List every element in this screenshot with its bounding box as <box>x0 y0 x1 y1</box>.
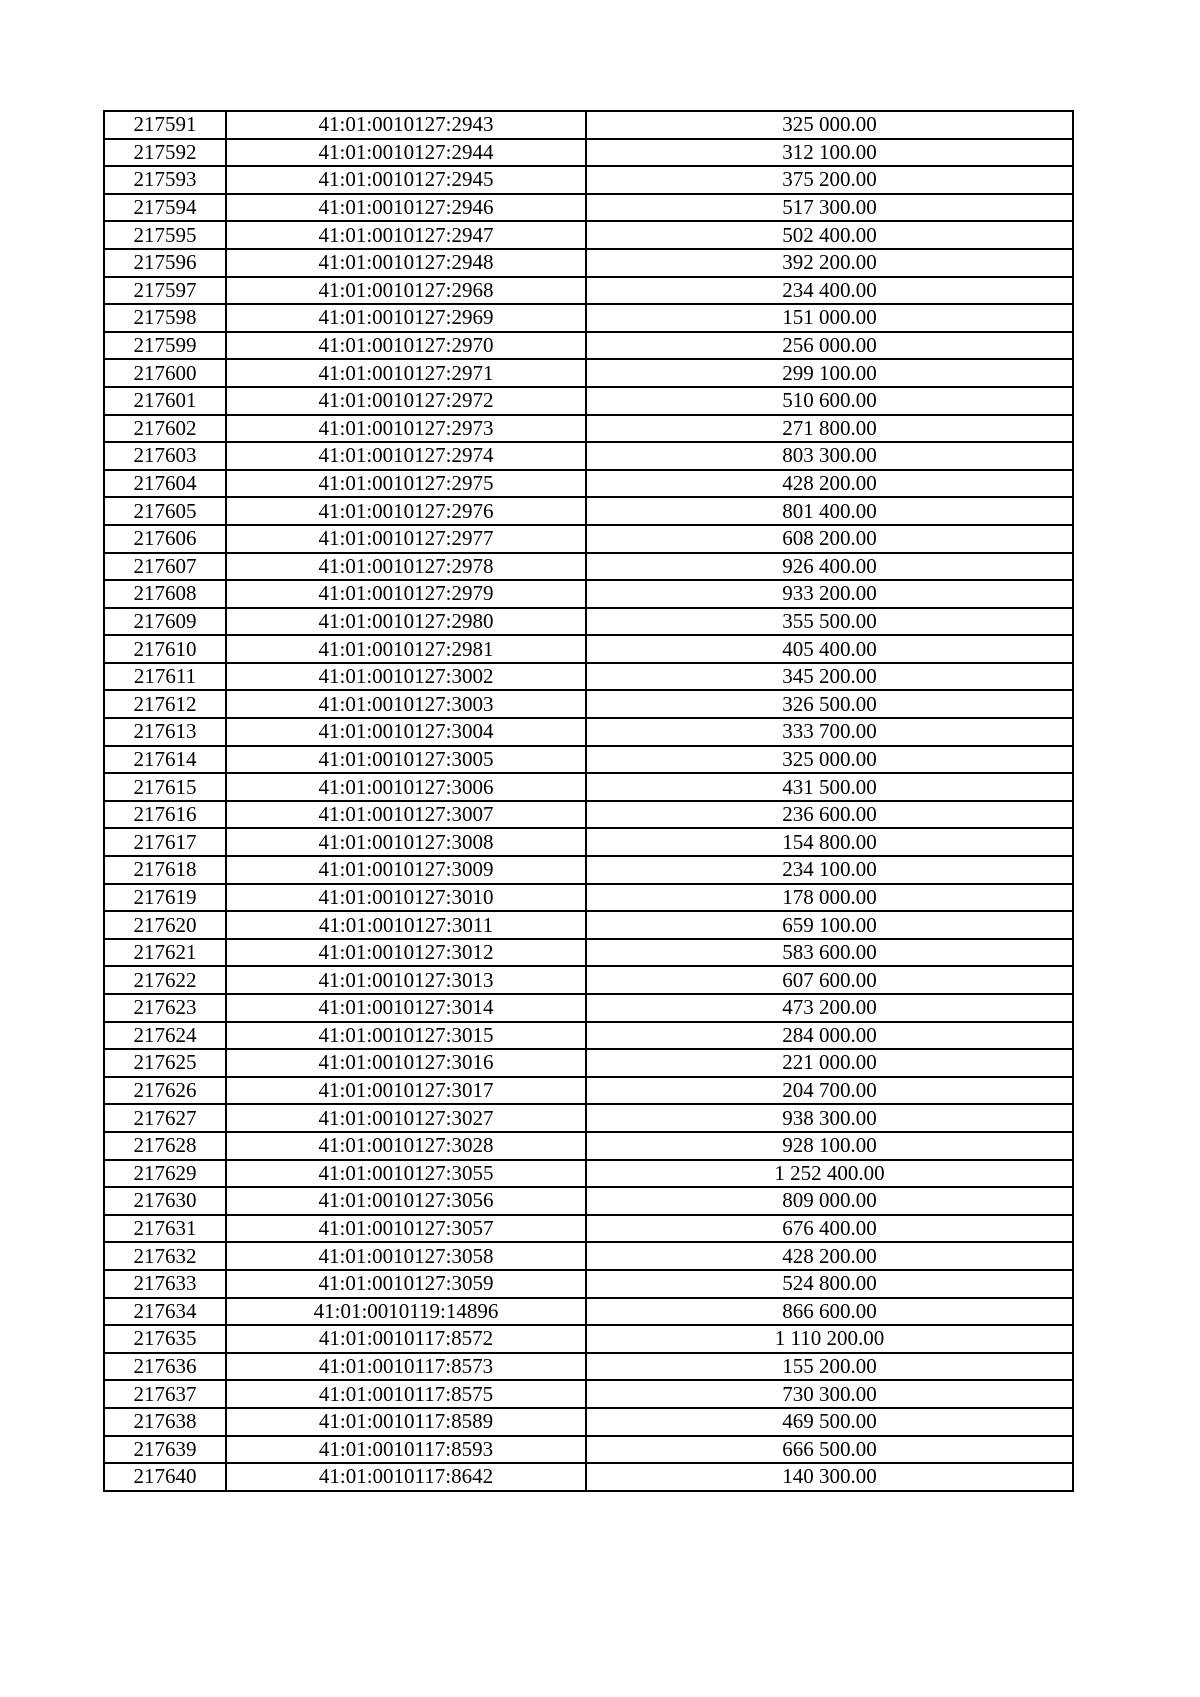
row-number-cell: 217619 <box>104 884 226 912</box>
table-row <box>104 1160 1073 1188</box>
cadastral-value-cell: 510 600.00 <box>586 387 1073 415</box>
row-number-cell: 217635 <box>104 1325 226 1353</box>
cadastral-value-cell: 355 500.00 <box>586 608 1073 636</box>
cadastral-number-cell: 41:01:0010127:2970 <box>226 332 586 360</box>
row-number-cell: 217636 <box>104 1353 226 1381</box>
cadastral-number-cell: 41:01:0010127:3027 <box>226 1104 586 1132</box>
table-row <box>104 856 1073 884</box>
row-number-cell: 217600 <box>104 359 226 387</box>
cadastral-number-cell: 41:01:0010127:3059 <box>226 1270 586 1298</box>
cadastral-number-cell: 41:01:0010127:2977 <box>226 525 586 553</box>
cadastral-value-cell: 333 700.00 <box>586 718 1073 746</box>
table-row <box>104 939 1073 967</box>
cadastral-number-cell: 41:01:0010127:2978 <box>226 553 586 581</box>
table-row <box>104 387 1073 415</box>
cadastral-value-cell: 926 400.00 <box>586 553 1073 581</box>
table-row <box>104 994 1073 1022</box>
cadastral-value-cell: 155 200.00 <box>586 1353 1073 1381</box>
cadastral-value-cell: 234 100.00 <box>586 856 1073 884</box>
row-number-cell: 217605 <box>104 497 226 525</box>
table-row <box>104 1077 1073 1105</box>
row-number-cell: 217633 <box>104 1270 226 1298</box>
cadastral-value-cell: 928 100.00 <box>586 1132 1073 1160</box>
cadastral-number-cell: 41:01:0010117:8642 <box>226 1463 586 1491</box>
table-row <box>104 166 1073 194</box>
cadastral-number-cell: 41:01:0010127:3017 <box>226 1077 586 1105</box>
row-number-cell: 217604 <box>104 470 226 498</box>
row-number-cell: 217593 <box>104 166 226 194</box>
cadastral-number-cell: 41:01:0010127:3006 <box>226 773 586 801</box>
table-row <box>104 525 1073 553</box>
row-number-cell: 217612 <box>104 690 226 718</box>
cadastral-number-cell: 41:01:0010127:2945 <box>226 166 586 194</box>
cadastral-number-cell: 41:01:0010127:2980 <box>226 608 586 636</box>
table-row <box>104 359 1073 387</box>
cadastral-number-cell: 41:01:0010127:3012 <box>226 939 586 967</box>
table-row <box>104 111 1073 139</box>
cadastral-value-cell: 517 300.00 <box>586 194 1073 222</box>
cadastral-number-cell: 41:01:0010127:2981 <box>226 635 586 663</box>
row-number-cell: 217595 <box>104 221 226 249</box>
table-row <box>104 663 1073 691</box>
table-row <box>104 553 1073 581</box>
row-number-cell: 217634 <box>104 1298 226 1326</box>
row-number-cell: 217613 <box>104 718 226 746</box>
table-row <box>104 966 1073 994</box>
cadastral-value-cell: 431 500.00 <box>586 773 1073 801</box>
table-row <box>104 884 1073 912</box>
cadastral-number-cell: 41:01:0010127:3056 <box>226 1187 586 1215</box>
row-number-cell: 217607 <box>104 553 226 581</box>
row-number-cell: 217608 <box>104 580 226 608</box>
cadastral-number-cell: 41:01:0010127:3055 <box>226 1160 586 1188</box>
table-row <box>104 828 1073 856</box>
table-row <box>104 580 1073 608</box>
table-row <box>104 1132 1073 1160</box>
cadastral-number-cell: 41:01:0010117:8593 <box>226 1436 586 1464</box>
cadastral-value-cell: 502 400.00 <box>586 221 1073 249</box>
table-row <box>104 1187 1073 1215</box>
table-row <box>104 1463 1073 1491</box>
row-number-cell: 217609 <box>104 608 226 636</box>
cadastral-value-cell: 607 600.00 <box>586 966 1073 994</box>
cadastral-number-cell: 41:01:0010127:2968 <box>226 277 586 305</box>
table-row <box>104 1104 1073 1132</box>
table-row <box>104 221 1073 249</box>
cadastral-value-cell: 938 300.00 <box>586 1104 1073 1132</box>
cadastral-number-cell: 41:01:0010127:3015 <box>226 1022 586 1050</box>
row-number-cell: 217618 <box>104 856 226 884</box>
cadastral-number-cell: 41:01:0010127:2972 <box>226 387 586 415</box>
cadastral-value-cell: 375 200.00 <box>586 166 1073 194</box>
table-row <box>104 249 1073 277</box>
cadastral-number-cell: 41:01:0010119:14896 <box>226 1298 586 1326</box>
row-number-cell: 217615 <box>104 773 226 801</box>
cadastral-number-cell: 41:01:0010127:3010 <box>226 884 586 912</box>
table-row <box>104 1298 1073 1326</box>
row-number-cell: 217638 <box>104 1408 226 1436</box>
cadastral-value-cell: 608 200.00 <box>586 525 1073 553</box>
cadastral-value-cell: 154 800.00 <box>586 828 1073 856</box>
table-body <box>104 111 1073 1491</box>
cadastral-number-cell: 41:01:0010127:3003 <box>226 690 586 718</box>
cadastral-number-cell: 41:01:0010127:2975 <box>226 470 586 498</box>
row-number-cell: 217626 <box>104 1077 226 1105</box>
cadastral-value-cell: 428 200.00 <box>586 1242 1073 1270</box>
cadastral-number-cell: 41:01:0010127:3016 <box>226 1049 586 1077</box>
row-number-cell: 217597 <box>104 277 226 305</box>
cadastral-value-cell: 271 800.00 <box>586 415 1073 443</box>
table-row <box>104 773 1073 801</box>
cadastral-number-cell: 41:01:0010127:2971 <box>226 359 586 387</box>
cadastral-number-cell: 41:01:0010127:3008 <box>226 828 586 856</box>
row-number-cell: 217637 <box>104 1380 226 1408</box>
cadastral-value-cell: 583 600.00 <box>586 939 1073 967</box>
cadastral-number-cell: 41:01:0010127:3013 <box>226 966 586 994</box>
row-number-cell: 217606 <box>104 525 226 553</box>
cadastral-number-cell: 41:01:0010117:8575 <box>226 1380 586 1408</box>
cadastral-value-cell: 801 400.00 <box>586 497 1073 525</box>
row-number-cell: 217610 <box>104 635 226 663</box>
table-row <box>104 470 1073 498</box>
cadastral-number-cell: 41:01:0010127:3002 <box>226 663 586 691</box>
cadastral-number-cell: 41:01:0010127:2947 <box>226 221 586 249</box>
row-number-cell: 217632 <box>104 1242 226 1270</box>
cadastral-number-cell: 41:01:0010127:3028 <box>226 1132 586 1160</box>
row-number-cell: 217629 <box>104 1160 226 1188</box>
table-row <box>104 1380 1073 1408</box>
row-number-cell: 217627 <box>104 1104 226 1132</box>
cadastral-value-cell: 666 500.00 <box>586 1436 1073 1464</box>
cadastral-value-cell: 933 200.00 <box>586 580 1073 608</box>
cadastral-number-cell: 41:01:0010117:8589 <box>226 1408 586 1436</box>
row-number-cell: 217639 <box>104 1436 226 1464</box>
cadastral-value-cell: 803 300.00 <box>586 442 1073 470</box>
cadastral-value-cell: 221 000.00 <box>586 1049 1073 1077</box>
table-row <box>104 746 1073 774</box>
cadastral-number-cell: 41:01:0010127:3007 <box>226 801 586 829</box>
cadastral-value-cell: 524 800.00 <box>586 1270 1073 1298</box>
row-number-cell: 217599 <box>104 332 226 360</box>
row-number-cell: 217616 <box>104 801 226 829</box>
cadastral-number-cell: 41:01:0010127:3058 <box>226 1242 586 1270</box>
table-row <box>104 1049 1073 1077</box>
table-row <box>104 332 1073 360</box>
cadastral-value-cell: 866 600.00 <box>586 1298 1073 1326</box>
table-row <box>104 635 1073 663</box>
table-row <box>104 1325 1073 1353</box>
table-row <box>104 718 1073 746</box>
table-row <box>104 1436 1073 1464</box>
cadastral-value-cell: 730 300.00 <box>586 1380 1073 1408</box>
cadastral-value-cell: 140 300.00 <box>586 1463 1073 1491</box>
cadastral-number-cell: 41:01:0010127:3057 <box>226 1215 586 1243</box>
cadastral-number-cell: 41:01:0010127:2948 <box>226 249 586 277</box>
cadastral-number-cell: 41:01:0010117:8573 <box>226 1353 586 1381</box>
cadastral-number-cell: 41:01:0010127:3005 <box>226 746 586 774</box>
cadastral-value-cell: 809 000.00 <box>586 1187 1073 1215</box>
cadastral-value-cell: 299 100.00 <box>586 359 1073 387</box>
row-number-cell: 217591 <box>104 111 226 139</box>
cadastral-value-cell: 345 200.00 <box>586 663 1073 691</box>
table-row <box>104 690 1073 718</box>
table-row <box>104 497 1073 525</box>
cadastral-value-cell: 1 110 200.00 <box>586 1325 1073 1353</box>
table-row <box>104 139 1073 167</box>
row-number-cell: 217617 <box>104 828 226 856</box>
cadastral-number-cell: 41:01:0010127:2946 <box>226 194 586 222</box>
cadastral-number-cell: 41:01:0010127:2969 <box>226 304 586 332</box>
table-row <box>104 1215 1073 1243</box>
table-row <box>104 277 1073 305</box>
row-number-cell: 217592 <box>104 139 226 167</box>
cadastral-value-cell: 325 000.00 <box>586 111 1073 139</box>
cadastral-number-cell: 41:01:0010127:2943 <box>226 111 586 139</box>
table-row <box>104 1270 1073 1298</box>
cadastral-value-cell: 428 200.00 <box>586 470 1073 498</box>
cadastral-value-cell: 256 000.00 <box>586 332 1073 360</box>
cadastral-number-cell: 41:01:0010127:3009 <box>226 856 586 884</box>
cadastral-value-cell: 405 400.00 <box>586 635 1073 663</box>
cadastral-value-cell: 151 000.00 <box>586 304 1073 332</box>
table-row <box>104 1408 1073 1436</box>
row-number-cell: 217628 <box>104 1132 226 1160</box>
table-row <box>104 442 1073 470</box>
table-row <box>104 801 1073 829</box>
cadastral-number-cell: 41:01:0010127:3004 <box>226 718 586 746</box>
cadastral-value-cell: 392 200.00 <box>586 249 1073 277</box>
cadastral-value-cell: 312 100.00 <box>586 139 1073 167</box>
row-number-cell: 217611 <box>104 663 226 691</box>
cadastral-value-table <box>103 110 1074 1492</box>
cadastral-number-cell: 41:01:0010127:2973 <box>226 415 586 443</box>
table-row <box>104 1022 1073 1050</box>
cadastral-value-cell: 284 000.00 <box>586 1022 1073 1050</box>
table-row <box>104 415 1073 443</box>
row-number-cell: 217602 <box>104 415 226 443</box>
table-row <box>104 304 1073 332</box>
cadastral-number-cell: 41:01:0010127:2976 <box>226 497 586 525</box>
cadastral-number-cell: 41:01:0010127:2979 <box>226 580 586 608</box>
row-number-cell: 217624 <box>104 1022 226 1050</box>
row-number-cell: 217631 <box>104 1215 226 1243</box>
cadastral-value-cell: 473 200.00 <box>586 994 1073 1022</box>
row-number-cell: 217620 <box>104 911 226 939</box>
cadastral-value-cell: 234 400.00 <box>586 277 1073 305</box>
cadastral-value-cell: 204 700.00 <box>586 1077 1073 1105</box>
row-number-cell: 217623 <box>104 994 226 1022</box>
row-number-cell: 217603 <box>104 442 226 470</box>
row-number-cell: 217622 <box>104 966 226 994</box>
cadastral-value-cell: 659 100.00 <box>586 911 1073 939</box>
row-number-cell: 217625 <box>104 1049 226 1077</box>
row-number-cell: 217596 <box>104 249 226 277</box>
cadastral-value-cell: 178 000.00 <box>586 884 1073 912</box>
table-row <box>104 608 1073 636</box>
table-row <box>104 911 1073 939</box>
cadastral-value-cell: 1 252 400.00 <box>586 1160 1073 1188</box>
row-number-cell: 217598 <box>104 304 226 332</box>
cadastral-number-cell: 41:01:0010127:2944 <box>226 139 586 167</box>
row-number-cell: 217614 <box>104 746 226 774</box>
table-row <box>104 1242 1073 1270</box>
row-number-cell: 217630 <box>104 1187 226 1215</box>
table-row <box>104 1353 1073 1381</box>
cadastral-value-cell: 236 600.00 <box>586 801 1073 829</box>
cadastral-number-cell: 41:01:0010117:8572 <box>226 1325 586 1353</box>
row-number-cell: 217594 <box>104 194 226 222</box>
table-row <box>104 194 1073 222</box>
cadastral-value-cell: 676 400.00 <box>586 1215 1073 1243</box>
cadastral-value-cell: 325 000.00 <box>586 746 1073 774</box>
cadastral-value-cell: 326 500.00 <box>586 690 1073 718</box>
cadastral-value-cell: 469 500.00 <box>586 1408 1073 1436</box>
cadastral-number-cell: 41:01:0010127:3014 <box>226 994 586 1022</box>
row-number-cell: 217640 <box>104 1463 226 1491</box>
row-number-cell: 217621 <box>104 939 226 967</box>
cadastral-number-cell: 41:01:0010127:2974 <box>226 442 586 470</box>
cadastral-number-cell: 41:01:0010127:3011 <box>226 911 586 939</box>
row-number-cell: 217601 <box>104 387 226 415</box>
